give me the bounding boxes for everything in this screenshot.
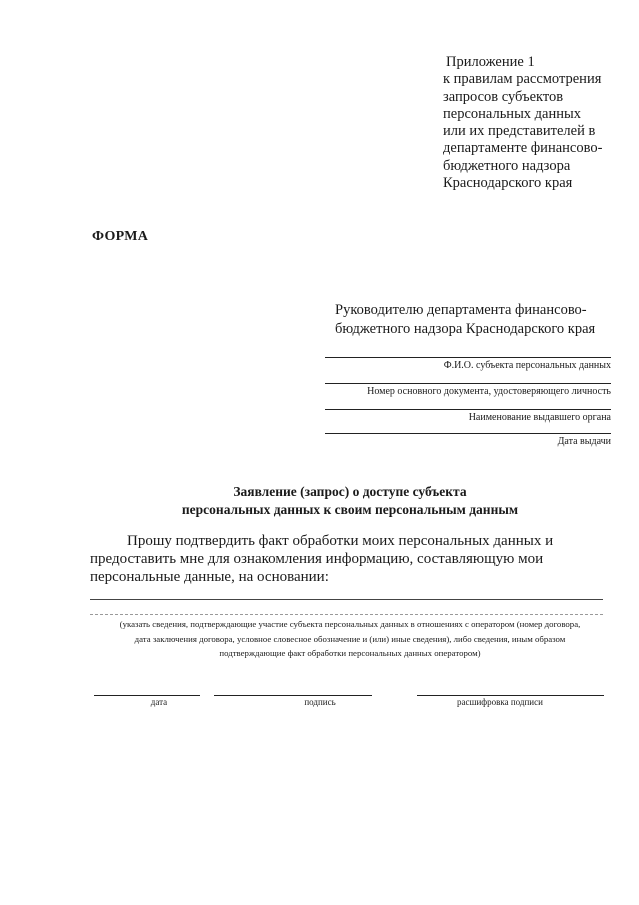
paragraph-text: Прошу подтвердить факт обработки моих персональных данных и xyxy=(127,533,554,549)
note-line: подтверждающие факт обработки персональных данных оператором) xyxy=(219,648,481,658)
paragraph-word: на xyxy=(238,569,254,585)
document-title xyxy=(90,483,610,519)
basis-input-line-2[interactable] xyxy=(90,614,603,615)
appendix-line: запросов субъектов xyxy=(443,88,564,105)
note-line: дата заключения договора, условное словесное обозначение и (или) иные сведения), либо сведения, иным образом xyxy=(134,633,566,644)
appendix-line: бюджетного надзора xyxy=(443,157,571,174)
document-number-field[interactable]: Номер основного документа, удостоверяющего личность xyxy=(325,383,611,398)
addressee-block xyxy=(335,301,620,339)
appendix-line: Приложение 1 xyxy=(446,54,535,70)
fio-field[interactable]: Ф.И.О. субъекта персональных данных xyxy=(325,357,611,372)
appendix-line: Краснодарского края xyxy=(443,175,573,192)
date-label: дата xyxy=(150,697,168,707)
form-label: ФОРМА xyxy=(92,229,149,244)
basis-note xyxy=(90,617,610,661)
paragraph-line: предоставить мне для ознакомления информацию, составляющую мои xyxy=(90,551,544,567)
addressee-line: бюджетного надзора Краснодарского края xyxy=(335,321,596,337)
signature-label: подпись xyxy=(304,697,336,707)
appendix-line: к правилам рассмотрения xyxy=(443,71,602,88)
appendix-line: персональных данных xyxy=(443,105,582,122)
request-paragraph xyxy=(90,532,609,586)
note-line: (указать сведения, подтверждающие участие субъекта персональных данных в отношениях с оператором (номер договора, xyxy=(119,619,581,629)
title-line: Заявление (запрос) о доступе субъекта xyxy=(233,484,467,499)
paragraph-word: основании: xyxy=(257,569,329,585)
issue-date-field[interactable]: Дата выдачи xyxy=(325,433,611,448)
paragraph-line-justified xyxy=(90,568,609,586)
signature-line[interactable] xyxy=(214,695,372,696)
decoding-signature-line[interactable] xyxy=(417,695,604,696)
appendix-line: или их представителей в xyxy=(443,123,596,140)
paragraph-word: данные, xyxy=(184,569,235,585)
date-signature-line[interactable] xyxy=(94,695,200,696)
title-line: персональных данных к своим персональным данным xyxy=(181,502,519,517)
basis-input-line[interactable] xyxy=(90,599,603,600)
paragraph-line xyxy=(90,532,609,550)
decoding-label: расшифровка подписи xyxy=(457,697,543,707)
appendix-block xyxy=(443,54,633,192)
appendix-line: департаменте финансово- xyxy=(443,140,603,157)
paragraph-word: персональные xyxy=(90,569,181,585)
issuer-field[interactable]: Наименование выдавшего органа xyxy=(325,409,611,424)
addressee-line: Руководителю департамента финансово- xyxy=(335,302,587,318)
